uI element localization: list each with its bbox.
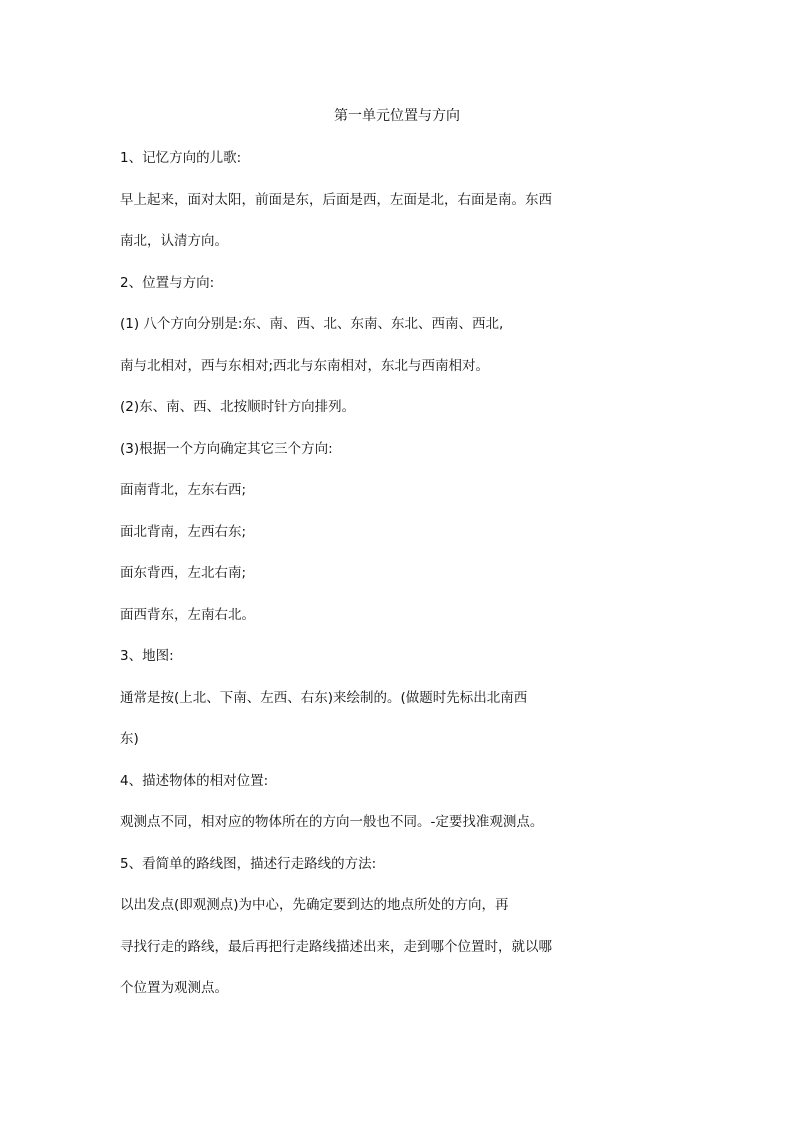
paragraph-line: 东)	[120, 731, 139, 747]
paragraph-line: 观测点不同，相对应的物体所在的方向一般也不同。-定要找准观测点。	[120, 814, 544, 830]
section-heading-5: 5、看简单的路线图，描述行走路线的方法:	[120, 856, 377, 872]
paragraph-line: 面南背北，左东右西;	[120, 482, 247, 498]
paragraph-line: (3)根据一个方向确定其它三个方向:	[120, 441, 333, 457]
page-title: 第一单元位置与方向	[334, 108, 460, 124]
paragraph-line: 早上起来，面对太阳，前面是东，后面是西，左面是北，右面是南。东西	[120, 192, 552, 208]
section-heading-1: 1、记忆方向的儿歌:	[120, 150, 242, 166]
paragraph-line: (2)东、南、西、北按顺时针方向排列。	[120, 399, 356, 415]
paragraph-line: 面西背东，左南右北。	[120, 607, 255, 623]
paragraph-line: 寻找行走的路线，最后再把行走路线描述出来，走到哪个位置时，就以哪	[120, 939, 552, 955]
paragraph-line: (1) 八个方向分别是:东、南、西、北、东南、东北、西南、西北,	[120, 316, 504, 332]
paragraph-line: 面北背南，左西右东;	[120, 524, 247, 540]
paragraph-line: 南与北相对，西与东相对;西北与东南相对，东北与西南相对。	[120, 358, 490, 374]
paragraph-line: 个位置为观测点。	[120, 980, 228, 996]
paragraph-line: 南北，认清方向。	[120, 233, 228, 249]
paragraph-line: 以出发点(即观测点)为中心，先确定要到达的地点所处的方向，再	[120, 897, 509, 913]
section-heading-2: 2、位置与方向:	[120, 275, 215, 291]
paragraph-line: 面东背西，左北右南;	[120, 565, 247, 581]
paragraph-line: 通常是按(上北、下南、左西、右东)来绘制的。(做题时先标出北南西	[120, 690, 528, 706]
section-heading-3: 3、地图:	[120, 648, 174, 664]
section-heading-4: 4、描述物体的相对位置:	[120, 773, 269, 789]
